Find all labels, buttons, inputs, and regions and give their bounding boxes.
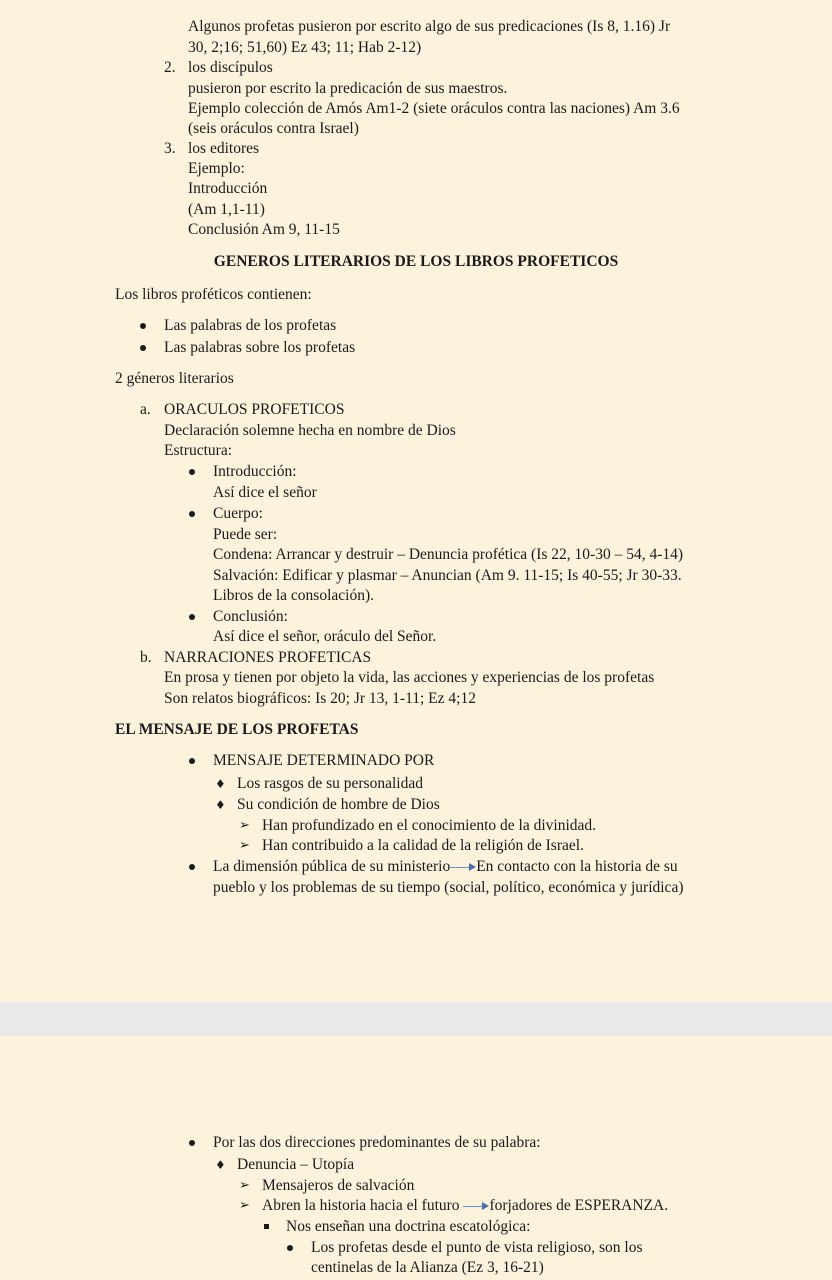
oraculos-line-2: Estructura:	[164, 442, 233, 459]
intro-line-1: Algunos profetas pusieron por escrito algo de sus predicaciones (Is 8, 1.16) Jr	[188, 18, 671, 35]
bullet-palabras-profetas: Las palabras de los profetas	[164, 317, 337, 334]
arrow-right-icon	[450, 862, 476, 872]
dimension-text-a: La dimensión pública de su ministerio	[213, 858, 451, 875]
editores-line-1: Ejemplo:	[188, 160, 245, 177]
arrow-abren	[262, 1196, 668, 1216]
heading-generos: GENEROS LITERARIOS DE LOS LIBROS PROFETICOS	[213, 253, 619, 270]
oraculos-line-1: Declaración solemne hecha en nombre de Dios	[164, 422, 456, 439]
abren-text-a: Abren la historia hacia el futuro	[262, 1197, 460, 1214]
bullet-introduccion: Introducción:	[213, 463, 297, 480]
cuerpo-libros: Libros de la consolación).	[213, 587, 374, 604]
arrow-right-icon	[463, 1201, 489, 1211]
discipulos-line-2: Ejemplo colección de Amós Am1-2 (siete oráculos contra las naciones) Am 3.6	[188, 100, 680, 117]
arrow-mensajeros: ➢ Mensajeros de salvación	[262, 1176, 414, 1196]
list-item-editores: los editores	[188, 140, 260, 157]
cuerpo-condena: Condena: Arrancar y destruir – Denuncia profética (Is 22, 10-30 – 54, 4-14)	[213, 546, 684, 563]
discipulos-line-1: pusieron por escrito la predicación de sus maestros.	[188, 80, 508, 97]
narraciones-line-2: Son relatos biográficos: Is 20; Jr 13, 1-11; Ez 4;12	[164, 690, 476, 707]
list-letter-a: a.	[140, 401, 151, 418]
bullet-palabras-sobre: Las palabras sobre los profetas	[164, 339, 356, 356]
abren-text-b: forjadores de ESPERANZA.	[489, 1197, 669, 1214]
diamond-denuncia: ♦ Denuncia – Utopía	[237, 1155, 354, 1175]
discipulos-line-3: (seis oráculos contra Israel)	[188, 120, 359, 137]
arrow-contribuido: ➢ Han contribuido a la calidad de la religión de Israel.	[262, 836, 584, 856]
document-page-2	[0, 1036, 832, 1280]
narraciones-title: NARRACIONES PROFETICAS	[164, 649, 372, 666]
cuerpo-puede: Puede ser:	[213, 526, 278, 543]
cuerpo-salvacion: Salvación: Edificar y plasmar – Anuncian (Am 9. 11-15; Is 40-55; Jr 30-33.	[213, 567, 682, 584]
editores-line-2: Introducción	[188, 180, 268, 197]
list-letter-b: b.	[140, 649, 152, 666]
diamond-rasgos: ♦ Los rasgos de su personalidad	[237, 774, 423, 794]
arrow-profundizado: ➢ Han profundizado en el conocimiento de la divinidad.	[262, 816, 596, 836]
bullet-dimension-publica	[213, 857, 678, 877]
oraculos-title: ORACULOS PROFETICOS	[164, 401, 345, 418]
page-separator	[0, 1002, 832, 1036]
editores-line-4: Conclusión Am 9, 11-15	[188, 221, 340, 238]
narraciones-line-1: En prosa y tienen por objeto la vida, las acciones y experiencias de los profetas	[164, 669, 655, 686]
bullet-cuerpo: Cuerpo:	[213, 505, 263, 522]
conclusion-text: Así dice el señor, oráculo del Señor.	[213, 628, 437, 645]
dos-generos-text: 2 géneros literarios	[115, 370, 234, 387]
introduccion-text: Así dice el señor	[213, 484, 317, 501]
list-number-3: 3.	[164, 140, 176, 157]
bullet-direcciones: Por las dos direcciones predominantes de su palabra:	[213, 1134, 541, 1151]
list-number-2: 2.	[164, 59, 176, 76]
dimension-text-b: En contacto con la historia de su	[476, 858, 678, 875]
intro-line-2: 30, 2;16; 51,60) Ez 43; 11; Hab 2-12)	[188, 39, 422, 56]
centinelas-line-2: centinelas de la Alianza (Ez 3, 16-21)	[311, 1259, 544, 1276]
bullet-conclusion: Conclusión:	[213, 608, 288, 625]
diamond-condicion: ♦ Su condición de hombre de Dios	[237, 795, 440, 815]
list-item-discipulos: los discípulos	[188, 59, 273, 76]
contienen-text: Los libros proféticos contienen:	[115, 286, 312, 303]
bullet-mensaje-determinado: MENSAJE DETERMINADO POR	[213, 752, 435, 769]
editores-line-3: (Am 1,1-11)	[188, 201, 265, 218]
heading-mensaje: EL MENSAJE DE LOS PROFETAS	[115, 721, 359, 738]
square-ensenan: Nos enseñan una doctrina escatológica:	[286, 1218, 531, 1235]
bullet-centinelas: Los profetas desde el punto de vista religioso, son los	[311, 1239, 643, 1256]
dimension-continued: pueblo y los problemas de su tiempo (social, político, económica y jurídica)	[213, 879, 684, 896]
